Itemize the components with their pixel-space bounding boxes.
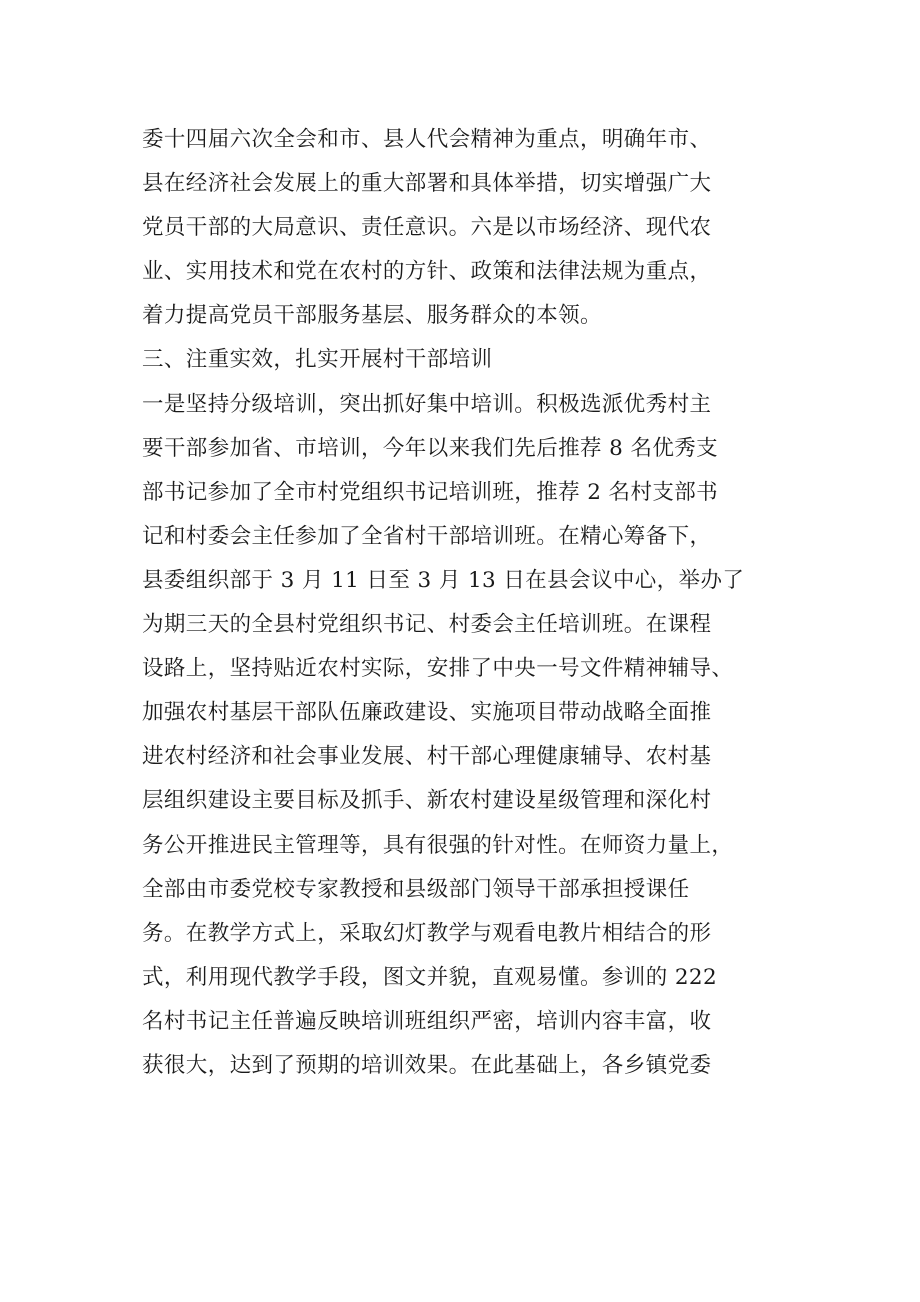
text-line-10: 记和村委会主任参加了全省村干部培训班。在精心筹备下， <box>142 523 712 549</box>
text-line-9: 部书记参加了全市村党组织书记培训班，推荐 2 名村支部书 <box>142 479 719 505</box>
text-line-4: 业、实用技术和党在农村的方针、政策和法律法规为重点， <box>142 259 712 285</box>
text-line-16: 层组织建设主要目标及抓手、新农村建设星级管理和深化村 <box>142 788 712 814</box>
text-line-21: 名村书记主任普遍反映培训班组织严密，培训内容丰富，收 <box>142 1008 712 1034</box>
text-line-18: 全部由市委党校专家教授和县级部门领导干部承担授课任 <box>142 876 690 902</box>
text-line-17: 务公开推进民主管理等，具有很强的针对性。在师资力量上， <box>142 832 734 858</box>
text-line-14: 加强农村基层干部队伍廉政建设、实施项目带动战略全面推 <box>142 700 712 726</box>
text-line-8: 要干部参加省、市培训，今年以来我们先后推荐 8 名优秀支 <box>142 435 719 461</box>
text-line-15: 进农村经济和社会事业发展、村干部心理健康辅导、农村基 <box>142 744 712 770</box>
text-line-13: 设路上，坚持贴近农村实际，安排了中央一号文件精神辅导、 <box>142 656 734 682</box>
section-heading: 三、注重实效，扎实开展村干部培训 <box>142 347 493 373</box>
text-line-3: 党员干部的大局意识、责任意识。六是以市场经济、现代农 <box>142 215 712 241</box>
document-body <box>142 118 802 1088</box>
text-line-19: 务。在教学方式上，采取幻灯教学与观看电教片相结合的形 <box>142 920 712 946</box>
text-line-11: 县委组织部于 3 月 11 日至 3 月 13 日在县会议中心，举办了 <box>142 567 745 593</box>
text-line-2: 县在经济社会发展上的重大部署和具体举措，切实增强广大 <box>142 171 712 197</box>
text-line-12: 为期三天的全县村党组织书记、村委会主任培训班。在课程 <box>142 612 712 638</box>
text-line-20: 式，利用现代教学手段，图文并貌，直观易懂。参训的 222 <box>142 964 718 990</box>
text-line-7: 一是坚持分级培训，突出抓好集中培训。积极选派优秀村主 <box>142 391 712 417</box>
text-line-1: 委十四届六次全会和市、县人代会精神为重点，明确年市、 <box>142 127 712 152</box>
text-line-22: 获很大，达到了预期的培训效果。在此基础上，各乡镇党委 <box>142 1052 712 1078</box>
text-line-5: 着力提高党员干部服务基层、服务群众的本领。 <box>142 303 602 329</box>
